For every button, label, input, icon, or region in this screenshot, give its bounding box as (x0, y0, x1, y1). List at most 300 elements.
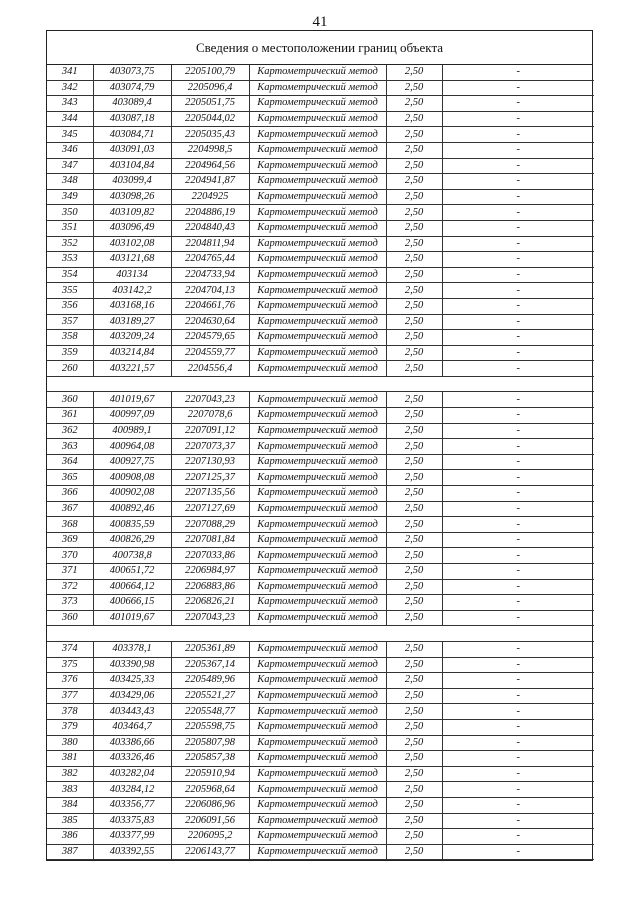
x-coordinate-cell: 403168,16 (93, 298, 171, 314)
accuracy-cell: 2,50 (386, 127, 442, 143)
point-number-cell: 374 (47, 641, 93, 657)
y-coordinate-cell: 2206143,77 (171, 844, 249, 860)
method-cell: Картометрический метод (249, 829, 386, 845)
y-coordinate-cell: 2207127,69 (171, 501, 249, 517)
point-number-cell: 347 (47, 158, 93, 174)
point-number-cell: 355 (47, 283, 93, 299)
description-cell: - (442, 158, 594, 174)
accuracy-cell: 2,50 (386, 96, 442, 112)
y-coordinate-cell: 2205521,27 (171, 688, 249, 704)
method-cell: Картометрический метод (249, 127, 386, 143)
point-number-cell: 358 (47, 330, 93, 346)
accuracy-cell: 2,50 (386, 813, 442, 829)
y-coordinate-cell: 2204925 (171, 189, 249, 205)
y-coordinate-cell: 2205598,75 (171, 719, 249, 735)
table-row (47, 751, 594, 767)
point-number-cell: 384 (47, 797, 93, 813)
table-row (47, 579, 594, 595)
point-number-cell: 363 (47, 439, 93, 455)
x-coordinate-cell: 403087,18 (93, 111, 171, 127)
accuracy-cell: 2,50 (386, 65, 442, 80)
table-row (47, 735, 594, 751)
description-cell: - (442, 470, 594, 486)
point-number-cell: 379 (47, 719, 93, 735)
table-row (47, 470, 594, 486)
x-coordinate-cell: 403109,82 (93, 205, 171, 221)
table-row (47, 392, 594, 408)
accuracy-cell: 2,50 (386, 564, 442, 580)
y-coordinate-cell: 2205367,14 (171, 657, 249, 673)
y-coordinate-cell: 2205035,43 (171, 127, 249, 143)
accuracy-cell: 2,50 (386, 532, 442, 548)
x-coordinate-cell: 403073,75 (93, 65, 171, 80)
y-coordinate-cell: 2207043,23 (171, 610, 249, 626)
point-number-cell: 359 (47, 345, 93, 361)
method-cell: Картометрический метод (249, 298, 386, 314)
x-coordinate-cell: 403098,26 (93, 189, 171, 205)
y-coordinate-cell: 2204964,56 (171, 158, 249, 174)
table-row (47, 220, 594, 236)
y-coordinate-cell: 2207091,12 (171, 423, 249, 439)
x-coordinate-cell: 403377,99 (93, 829, 171, 845)
description-cell: - (442, 564, 594, 580)
y-coordinate-cell: 2204998,5 (171, 142, 249, 158)
method-cell: Картометрический метод (249, 205, 386, 221)
table-row (47, 423, 594, 439)
table-row (47, 517, 594, 533)
accuracy-cell: 2,50 (386, 423, 442, 439)
method-cell: Картометрический метод (249, 65, 386, 80)
table-row (47, 719, 594, 735)
point-number-cell: 361 (47, 408, 93, 424)
method-cell: Картометрический метод (249, 766, 386, 782)
accuracy-cell: 2,50 (386, 673, 442, 689)
point-number-cell: 349 (47, 189, 93, 205)
method-cell: Картометрический метод (249, 751, 386, 767)
table-row (47, 844, 594, 860)
y-coordinate-cell: 2204630,64 (171, 314, 249, 330)
description-cell: - (442, 65, 594, 80)
point-number-cell: 385 (47, 813, 93, 829)
description-cell: - (442, 96, 594, 112)
table-row (47, 688, 594, 704)
y-coordinate-cell: 2205361,89 (171, 641, 249, 657)
y-coordinate-cell: 2205100,79 (171, 65, 249, 80)
method-cell: Картометрический метод (249, 844, 386, 860)
point-number-cell: 378 (47, 704, 93, 720)
table-row (47, 408, 594, 424)
point-number-cell: 350 (47, 205, 93, 221)
y-coordinate-cell: 2205096,4 (171, 80, 249, 96)
point-number-cell: 376 (47, 673, 93, 689)
method-cell: Картометрический метод (249, 252, 386, 268)
x-coordinate-cell: 400902,08 (93, 486, 171, 502)
table-row (47, 174, 594, 190)
x-coordinate-cell: 403375,83 (93, 813, 171, 829)
description-cell: - (442, 423, 594, 439)
point-number-cell: 360 (47, 392, 93, 408)
description-cell: - (442, 345, 594, 361)
x-coordinate-cell: 400989,1 (93, 423, 171, 439)
y-coordinate-cell: 2207130,93 (171, 454, 249, 470)
accuracy-cell: 2,50 (386, 236, 442, 252)
table-row (47, 111, 594, 127)
y-coordinate-cell: 2206883,86 (171, 579, 249, 595)
point-number-cell: 356 (47, 298, 93, 314)
point-number-cell: 369 (47, 532, 93, 548)
description-cell: - (442, 220, 594, 236)
contour-separator-row (47, 376, 594, 392)
accuracy-cell: 2,50 (386, 797, 442, 813)
method-cell: Картометрический метод (249, 361, 386, 377)
y-coordinate-cell: 2204559,77 (171, 345, 249, 361)
y-coordinate-cell: 2207073,37 (171, 439, 249, 455)
method-cell: Картометрический метод (249, 657, 386, 673)
table-row (47, 548, 594, 564)
x-coordinate-cell: 403089,4 (93, 96, 171, 112)
description-cell: - (442, 439, 594, 455)
method-cell: Картометрический метод (249, 283, 386, 299)
accuracy-cell: 2,50 (386, 657, 442, 673)
accuracy-cell: 2,50 (386, 610, 442, 626)
method-cell: Картометрический метод (249, 267, 386, 283)
method-cell: Картометрический метод (249, 439, 386, 455)
table-row (47, 454, 594, 470)
y-coordinate-cell: 2207088,29 (171, 517, 249, 533)
table-row (47, 813, 594, 829)
y-coordinate-cell: 2204661,76 (171, 298, 249, 314)
x-coordinate-cell: 403464,7 (93, 719, 171, 735)
accuracy-cell: 2,50 (386, 454, 442, 470)
y-coordinate-cell: 2207125,37 (171, 470, 249, 486)
point-number-cell: 348 (47, 174, 93, 190)
x-coordinate-cell: 403326,46 (93, 751, 171, 767)
point-number-cell: 380 (47, 735, 93, 751)
x-coordinate-cell: 403221,57 (93, 361, 171, 377)
point-number-cell: 365 (47, 470, 93, 486)
x-coordinate-cell: 401019,67 (93, 610, 171, 626)
description-cell: - (442, 579, 594, 595)
table-row (47, 127, 594, 143)
description-cell: - (442, 189, 594, 205)
x-coordinate-cell: 400997,09 (93, 408, 171, 424)
table-row (47, 641, 594, 657)
table-row (47, 657, 594, 673)
accuracy-cell: 2,50 (386, 517, 442, 533)
x-coordinate-cell: 400927,75 (93, 454, 171, 470)
method-cell: Картометрический метод (249, 610, 386, 626)
y-coordinate-cell: 2204765,44 (171, 252, 249, 268)
x-coordinate-cell: 403121,68 (93, 252, 171, 268)
accuracy-cell: 2,50 (386, 751, 442, 767)
accuracy-cell: 2,50 (386, 111, 442, 127)
accuracy-cell: 2,50 (386, 330, 442, 346)
point-number-cell: 368 (47, 517, 93, 533)
x-coordinate-cell: 403392,55 (93, 844, 171, 860)
x-coordinate-cell: 403091,03 (93, 142, 171, 158)
description-cell: - (442, 595, 594, 611)
method-cell: Картометрический метод (249, 486, 386, 502)
table-row (47, 782, 594, 798)
y-coordinate-cell: 2207033,86 (171, 548, 249, 564)
accuracy-cell: 2,50 (386, 548, 442, 564)
x-coordinate-cell: 403282,04 (93, 766, 171, 782)
accuracy-cell: 2,50 (386, 470, 442, 486)
x-coordinate-cell: 400964,08 (93, 439, 171, 455)
point-number-cell: 387 (47, 844, 93, 860)
table-row (47, 298, 594, 314)
point-number-cell: 372 (47, 579, 93, 595)
accuracy-cell: 2,50 (386, 595, 442, 611)
y-coordinate-cell: 2207043,23 (171, 392, 249, 408)
accuracy-cell: 2,50 (386, 220, 442, 236)
table-row (47, 704, 594, 720)
description-cell: - (442, 80, 594, 96)
x-coordinate-cell: 403378,1 (93, 641, 171, 657)
point-number-cell: 381 (47, 751, 93, 767)
method-cell: Картометрический метод (249, 501, 386, 517)
description-cell: - (442, 641, 594, 657)
accuracy-cell: 2,50 (386, 704, 442, 720)
x-coordinate-cell: 400908,08 (93, 470, 171, 486)
y-coordinate-cell: 2204556,4 (171, 361, 249, 377)
point-number-cell: 352 (47, 236, 93, 252)
table-row (47, 267, 594, 283)
x-coordinate-cell: 403096,49 (93, 220, 171, 236)
accuracy-cell: 2,50 (386, 80, 442, 96)
method-cell: Картометрический метод (249, 673, 386, 689)
description-cell: - (442, 330, 594, 346)
y-coordinate-cell: 2204941,87 (171, 174, 249, 190)
accuracy-cell: 2,50 (386, 283, 442, 299)
description-cell: - (442, 735, 594, 751)
table-row (47, 766, 594, 782)
x-coordinate-cell: 400666,15 (93, 595, 171, 611)
description-cell: - (442, 127, 594, 143)
description-cell: - (442, 236, 594, 252)
table-row (47, 361, 594, 377)
x-coordinate-cell: 400651,72 (93, 564, 171, 580)
point-number-cell: 382 (47, 766, 93, 782)
y-coordinate-cell: 2204886,19 (171, 205, 249, 221)
description-cell: - (442, 408, 594, 424)
point-number-cell: 343 (47, 96, 93, 112)
y-coordinate-cell: 2204704,13 (171, 283, 249, 299)
x-coordinate-cell: 403104,84 (93, 158, 171, 174)
y-coordinate-cell: 2205857,38 (171, 751, 249, 767)
table-row (47, 236, 594, 252)
description-cell: - (442, 252, 594, 268)
x-coordinate-cell: 400664,12 (93, 579, 171, 595)
y-coordinate-cell: 2206091,56 (171, 813, 249, 829)
method-cell: Картометрический метод (249, 797, 386, 813)
table-row (47, 532, 594, 548)
accuracy-cell: 2,50 (386, 205, 442, 221)
description-cell: - (442, 454, 594, 470)
x-coordinate-cell: 403074,79 (93, 80, 171, 96)
method-cell: Картометрический метод (249, 564, 386, 580)
method-cell: Картометрический метод (249, 735, 386, 751)
method-cell: Картометрический метод (249, 579, 386, 595)
point-number-cell: 362 (47, 423, 93, 439)
table-row (47, 345, 594, 361)
method-cell: Картометрический метод (249, 688, 386, 704)
description-cell: - (442, 111, 594, 127)
description-cell: - (442, 673, 594, 689)
x-coordinate-cell: 403142,2 (93, 283, 171, 299)
table-row (47, 283, 594, 299)
method-cell: Картометрический метод (249, 517, 386, 533)
method-cell: Картометрический метод (249, 330, 386, 346)
x-coordinate-cell: 403102,08 (93, 236, 171, 252)
contour-separator-row (47, 626, 594, 642)
method-cell: Картометрический метод (249, 532, 386, 548)
accuracy-cell: 2,50 (386, 641, 442, 657)
description-cell: - (442, 657, 594, 673)
accuracy-cell: 2,50 (386, 501, 442, 517)
x-coordinate-cell: 403189,27 (93, 314, 171, 330)
table-row (47, 610, 594, 626)
accuracy-cell: 2,50 (386, 486, 442, 502)
method-cell: Картометрический метод (249, 220, 386, 236)
description-cell: - (442, 283, 594, 299)
table-row (47, 501, 594, 517)
point-number-cell: 375 (47, 657, 93, 673)
x-coordinate-cell: 403099,4 (93, 174, 171, 190)
description-cell: - (442, 719, 594, 735)
point-number-cell: 341 (47, 65, 93, 80)
y-coordinate-cell: 2204579,65 (171, 330, 249, 346)
y-coordinate-cell: 2205910,94 (171, 766, 249, 782)
accuracy-cell: 2,50 (386, 142, 442, 158)
description-cell: - (442, 517, 594, 533)
accuracy-cell: 2,50 (386, 158, 442, 174)
table-row (47, 330, 594, 346)
description-cell: - (442, 501, 594, 517)
accuracy-cell: 2,50 (386, 688, 442, 704)
x-coordinate-cell: 403443,43 (93, 704, 171, 720)
y-coordinate-cell: 2207078,6 (171, 408, 249, 424)
point-number-cell: 367 (47, 501, 93, 517)
method-cell: Картометрический метод (249, 345, 386, 361)
separator-cell (47, 376, 594, 392)
description-cell: - (442, 548, 594, 564)
description-cell: - (442, 267, 594, 283)
y-coordinate-cell: 2204811,94 (171, 236, 249, 252)
x-coordinate-cell: 403390,98 (93, 657, 171, 673)
y-coordinate-cell: 2206086,96 (171, 797, 249, 813)
description-cell: - (442, 751, 594, 767)
x-coordinate-cell: 403209,24 (93, 330, 171, 346)
point-number-cell: 342 (47, 80, 93, 96)
y-coordinate-cell: 2205489,96 (171, 673, 249, 689)
description-cell: - (442, 174, 594, 190)
x-coordinate-cell: 403214,84 (93, 345, 171, 361)
x-coordinate-cell: 403429,06 (93, 688, 171, 704)
table-row (47, 564, 594, 580)
y-coordinate-cell: 2206826,21 (171, 595, 249, 611)
point-number-cell: 370 (47, 548, 93, 564)
description-cell: - (442, 314, 594, 330)
point-number-cell: 366 (47, 486, 93, 502)
description-cell: - (442, 704, 594, 720)
point-number-cell: 383 (47, 782, 93, 798)
x-coordinate-cell: 403084,71 (93, 127, 171, 143)
x-coordinate-cell: 403134 (93, 267, 171, 283)
description-cell: - (442, 532, 594, 548)
method-cell: Картометрический метод (249, 189, 386, 205)
table-row (47, 797, 594, 813)
x-coordinate-cell: 403356,77 (93, 797, 171, 813)
y-coordinate-cell: 2204840,43 (171, 220, 249, 236)
separator-cell (47, 626, 594, 642)
table-row (47, 439, 594, 455)
accuracy-cell: 2,50 (386, 174, 442, 190)
method-cell: Картометрический метод (249, 641, 386, 657)
description-cell: - (442, 813, 594, 829)
y-coordinate-cell: 2205051,75 (171, 96, 249, 112)
coordinates-table-body (47, 65, 594, 860)
method-cell: Картометрический метод (249, 782, 386, 798)
description-cell: - (442, 782, 594, 798)
accuracy-cell: 2,50 (386, 267, 442, 283)
description-cell: - (442, 361, 594, 377)
accuracy-cell: 2,50 (386, 579, 442, 595)
point-number-cell: 377 (47, 688, 93, 704)
accuracy-cell: 2,50 (386, 314, 442, 330)
accuracy-cell: 2,50 (386, 408, 442, 424)
point-number-cell: 354 (47, 267, 93, 283)
table-row (47, 595, 594, 611)
boundary-table-frame (46, 30, 593, 861)
x-coordinate-cell: 400892,46 (93, 501, 171, 517)
method-cell: Картометрический метод (249, 454, 386, 470)
description-cell: - (442, 392, 594, 408)
method-cell: Картометрический метод (249, 470, 386, 486)
accuracy-cell: 2,50 (386, 782, 442, 798)
table-row (47, 189, 594, 205)
y-coordinate-cell: 2205807,98 (171, 735, 249, 751)
point-number-cell: 364 (47, 454, 93, 470)
method-cell: Картометрический метод (249, 236, 386, 252)
method-cell: Картометрический метод (249, 704, 386, 720)
method-cell: Картометрический метод (249, 142, 386, 158)
table-row (47, 65, 594, 80)
coordinates-table (47, 65, 594, 860)
x-coordinate-cell: 403425,33 (93, 673, 171, 689)
table-row (47, 314, 594, 330)
description-cell: - (442, 688, 594, 704)
table-row (47, 205, 594, 221)
table-row (47, 252, 594, 268)
method-cell: Картометрический метод (249, 96, 386, 112)
x-coordinate-cell: 403284,12 (93, 782, 171, 798)
description-cell: - (442, 298, 594, 314)
description-cell: - (442, 142, 594, 158)
method-cell: Картометрический метод (249, 80, 386, 96)
y-coordinate-cell: 2204733,94 (171, 267, 249, 283)
point-number-cell: 371 (47, 564, 93, 580)
point-number-cell: 357 (47, 314, 93, 330)
y-coordinate-cell: 2207081,84 (171, 532, 249, 548)
accuracy-cell: 2,50 (386, 345, 442, 361)
description-cell: - (442, 829, 594, 845)
point-number-cell: 373 (47, 595, 93, 611)
point-number-cell: 351 (47, 220, 93, 236)
method-cell: Картометрический метод (249, 408, 386, 424)
x-coordinate-cell: 400835,59 (93, 517, 171, 533)
point-number-cell: 260 (47, 361, 93, 377)
